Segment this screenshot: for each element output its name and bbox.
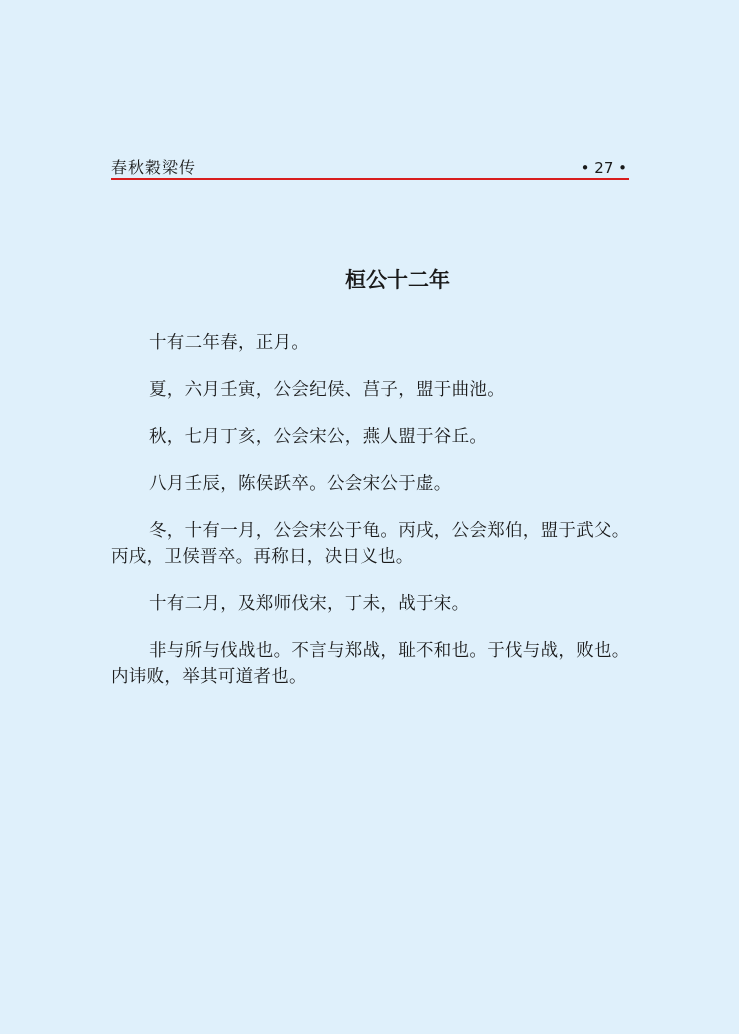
paragraph: 夏，六月壬寅，公会纪侯、莒子，盟于曲池。 bbox=[149, 380, 505, 400]
paragraph: 冬，十有一月，公会宋公于龟。丙戌，公会郑伯，盟于武父。丙戌，卫侯晋卒。再称日，决日义也。 bbox=[111, 521, 630, 567]
book-title: 春秋穀梁传 bbox=[111, 158, 197, 177]
paragraph: 十有二年春，正月。 bbox=[149, 333, 310, 353]
paragraph: 秋，七月丁亥，公会宋公，燕人盟于谷丘。 bbox=[149, 427, 488, 447]
chapter-title: 桓公十二年 bbox=[345, 267, 450, 292]
paragraph: 十有二月，及郑师伐宋，丁未，战于宋。 bbox=[149, 594, 470, 614]
body-text bbox=[111, 330, 631, 711]
running-header bbox=[111, 158, 629, 180]
page-number: • 27 • bbox=[580, 159, 627, 177]
paragraph: 非与所与伐战也。不言与郑战，耻不和也。于伐与战，败也。内讳败，举其可道者也。 bbox=[111, 641, 630, 687]
paragraph: 八月壬辰，陈侯跃卒。公会宋公于虚。 bbox=[149, 474, 452, 494]
